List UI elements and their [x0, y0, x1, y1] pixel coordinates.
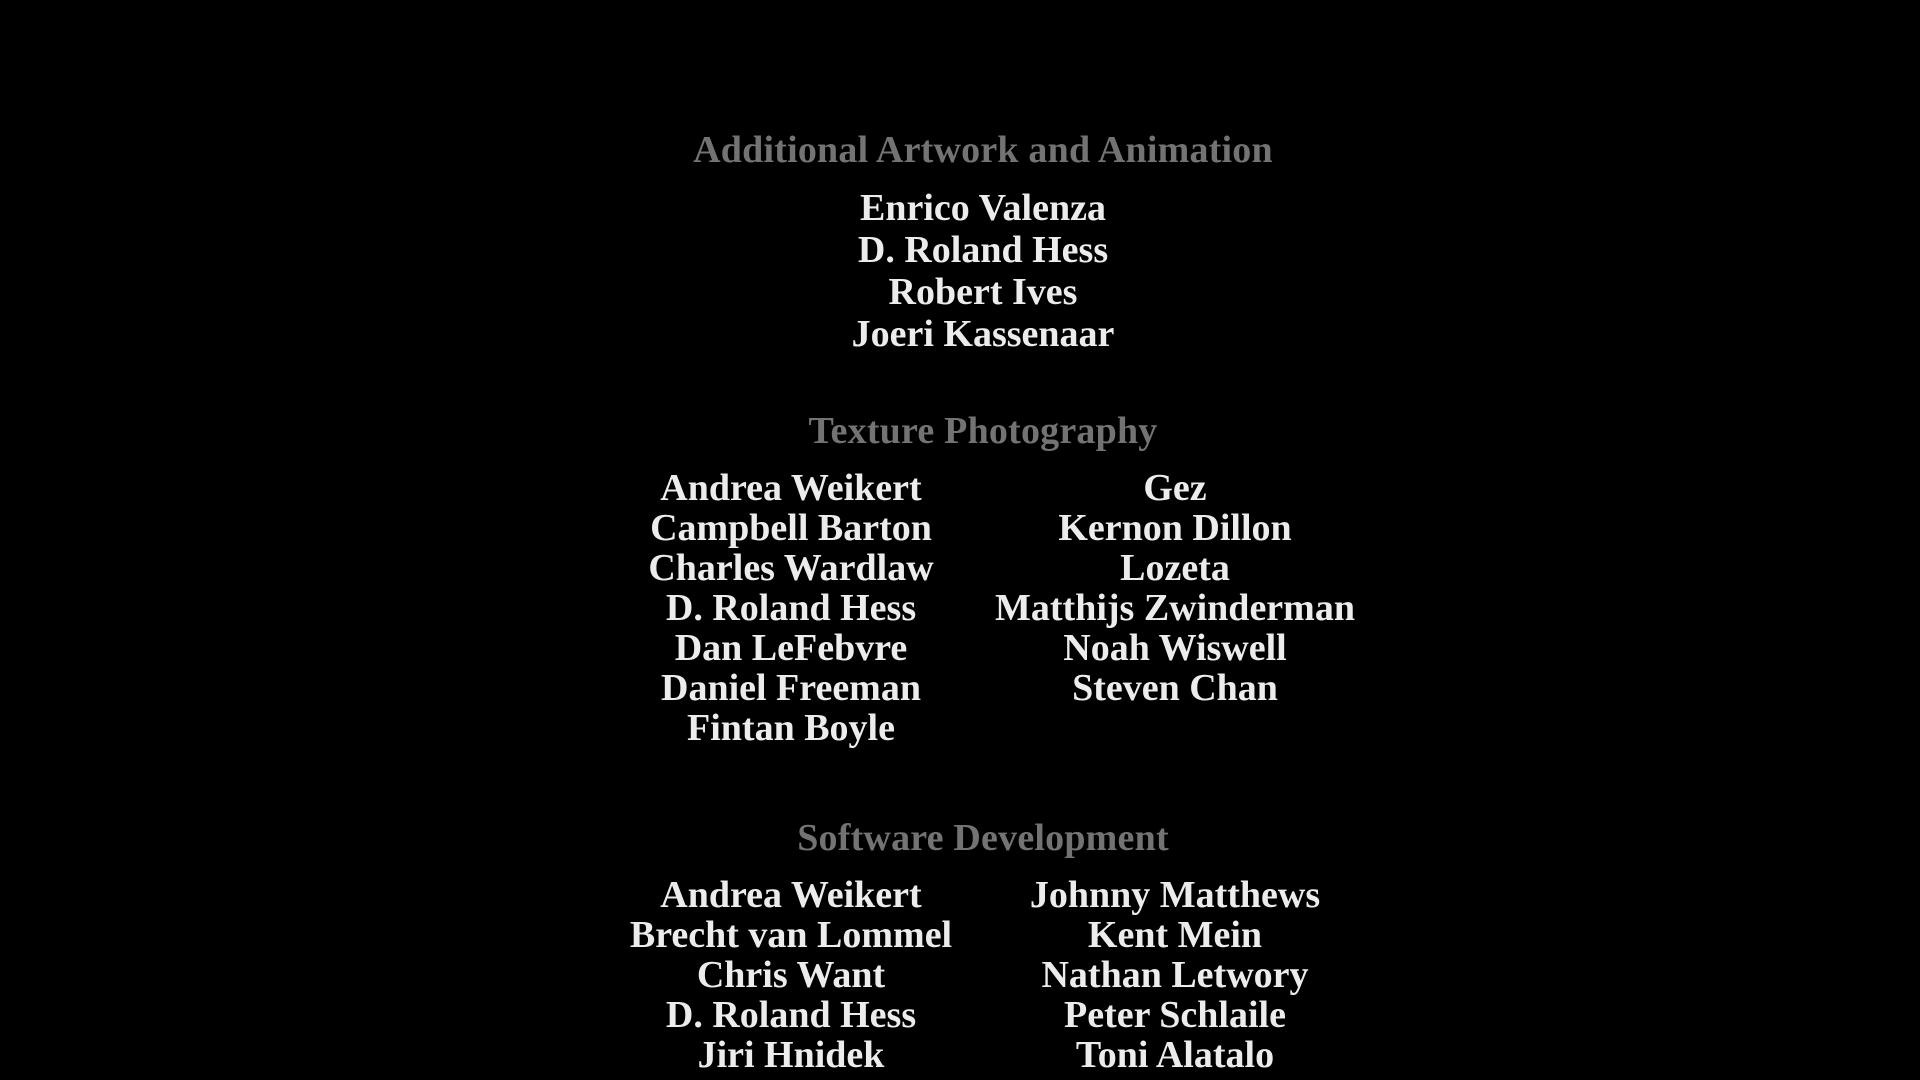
credit-name: D. Roland Hess [857, 229, 1109, 271]
credit-name: Kent Mein [1087, 914, 1263, 956]
credit-name: Andrea Weikert [660, 874, 922, 916]
credit-name: Robert Ives [888, 271, 1078, 313]
section-title: Additional Artwork and Animation [693, 129, 1273, 171]
name-column-right [983, 468, 1367, 748]
credit-name: Johnny Matthews [1029, 874, 1321, 916]
section-title: Software Development [797, 817, 1169, 859]
name-column-left [599, 468, 983, 748]
credit-name: Charles Wardlaw [648, 547, 934, 589]
name-columns [283, 875, 1683, 1075]
section-additional-artwork-and-animation [283, 126, 1683, 355]
credit-name: Andrea Weikert [660, 467, 922, 509]
credit-name: Gez [1143, 467, 1207, 509]
name-list [283, 187, 1683, 355]
credit-name: Campbell Barton [650, 507, 932, 549]
credit-name: Peter Schlaile [1064, 994, 1286, 1036]
credit-name: Kernon Dillon [1058, 507, 1292, 549]
credit-name: Matthijs Zwinderman [995, 587, 1355, 629]
credit-name: D. Roland Hess [665, 994, 917, 1036]
credit-name: Toni Alatalo [1075, 1034, 1275, 1076]
credits-roll [283, 0, 1683, 1075]
credit-name: Daniel Freeman [661, 667, 921, 709]
name-columns [283, 468, 1683, 748]
credit-name: Brecht van Lommel [629, 914, 953, 956]
credit-name: Steven Chan [1072, 667, 1278, 709]
credit-name: Dan LeFebvre [674, 627, 908, 669]
credit-name: Nathan Letwory [1041, 954, 1309, 996]
credit-name: Chris Want [696, 954, 886, 996]
credit-name: Enrico Valenza [860, 187, 1106, 229]
credit-name: Lozeta [1120, 547, 1230, 589]
credit-name: Noah Wiswell [1063, 627, 1287, 669]
credit-name: Jiri Hnidek [697, 1034, 885, 1076]
section-software-development [283, 814, 1683, 1075]
credit-name: Fintan Boyle [687, 707, 895, 749]
name-column-right [983, 875, 1367, 1075]
name-column-left [599, 875, 983, 1075]
credit-name: Joeri Kassenaar [851, 313, 1115, 355]
section-texture-photography [283, 407, 1683, 748]
section-title: Texture Photography [808, 410, 1158, 452]
credit-name: D. Roland Hess [665, 587, 917, 629]
